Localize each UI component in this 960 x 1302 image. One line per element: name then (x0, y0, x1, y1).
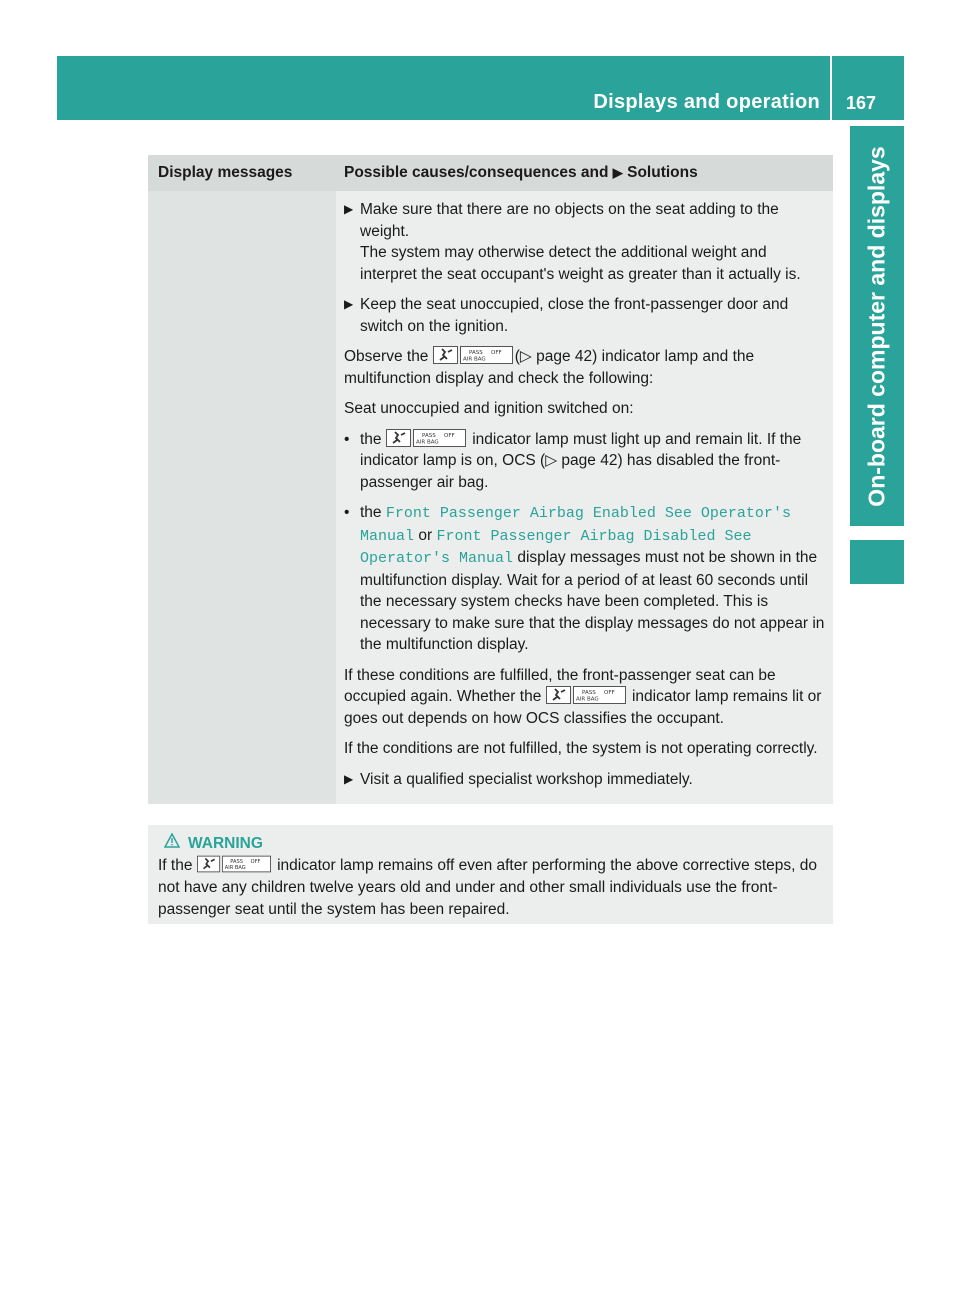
warning-text-start: If the (158, 857, 193, 874)
svg-text:PASS: PASS (468, 350, 483, 356)
observe-paragraph (344, 346, 827, 389)
svg-text:OFF: OFF (490, 350, 502, 356)
svg-text:AIR BAG: AIR BAG (415, 439, 439, 445)
fulfilled-text-start: If these conditions are fulfilled, the front-passenger seat can be occupied again. Whether the (344, 666, 776, 705)
svg-text:PASS: PASS (421, 432, 436, 439)
bullet-or: or (418, 526, 433, 544)
observe-text-end: (▷ page 42) indicator lamp and the multifunction display and check the following: (344, 348, 755, 387)
section-side-tab (850, 126, 904, 526)
triangle-right-icon: ▶ (612, 165, 623, 180)
page-header (57, 56, 904, 120)
page-number: 167 (846, 93, 877, 113)
fulfilled-text-end: indicator lamp remains lit or goes out depends on how OCS classifies the occupant. (344, 688, 822, 727)
triangle-right-icon: ▶ (344, 202, 354, 216)
step-note: The system may otherwise detect the additional weight and interpret the seat occupant's weight as greater than it actually is. (360, 244, 801, 283)
bullet-text-start: the (360, 430, 382, 448)
column-header-causes: Possible causes/consequences and (344, 164, 609, 181)
bullet-text-end: display messages must not be shown in the multifunction display. Wait for a period of at least 60 seconds until the necessary system checks have been completed. This is necessary to make sure that the display messages do not appear in the multifunction display. (360, 549, 825, 653)
chapter-title: Displays and operation (593, 91, 820, 113)
step-text: Keep the seat unoccupied, close the front-passenger door and switch on the ignition. (360, 296, 789, 335)
display-message-cell (148, 191, 336, 804)
svg-text:PASS: PASS (230, 859, 243, 866)
passenger-airbag-off-indicator-icon (546, 686, 626, 704)
not-fulfilled-paragraph: If the conditions are not fulfilled, the system is not operating correctly. (344, 740, 818, 757)
observe-text-start: Observe the (344, 348, 429, 365)
column-header-display-messages: Display messages (158, 164, 293, 181)
list-item (344, 429, 827, 494)
step-item (344, 769, 827, 791)
svg-text:AIR BAG: AIR BAG (575, 696, 599, 703)
warning-box (148, 825, 833, 924)
column-header-causes-solutions (336, 164, 698, 182)
step-text: Make sure that there are no objects on the seat adding to the weight. (360, 201, 779, 240)
triangle-right-icon: ▶ (344, 771, 354, 786)
section-tab-label: On-board computer and displays (863, 145, 890, 507)
bullet-marker: • (344, 430, 350, 448)
table-body-row (148, 191, 833, 804)
svg-text:PASS: PASS (581, 690, 596, 696)
seat-unoccupied-label: Seat unoccupied and ignition switched on: (344, 400, 634, 417)
warning-text (158, 855, 825, 921)
fulfilled-paragraph (344, 665, 827, 730)
bullet-text-start: the (360, 504, 382, 521)
causes-solutions-cell (336, 191, 833, 804)
warning-heading (158, 833, 825, 855)
step-item (344, 199, 827, 285)
passenger-airbag-off-indicator-icon (433, 346, 513, 364)
step-text: Visit a qualified specialist workshop immediately. (360, 770, 693, 788)
column-header-solutions: Solutions (627, 164, 698, 181)
svg-text:OFF: OFF (603, 690, 615, 696)
warning-label: WARNING (188, 835, 263, 852)
svg-text:OFF: OFF (250, 859, 261, 866)
table-header-row (148, 155, 833, 191)
list-item (344, 502, 827, 656)
bullet-text-end: indicator lamp must light up and remain lit. If the indicator lamp is on, OCS (▷ page 42) has disabled the front-passenger air bag. (360, 430, 802, 491)
side-marker (850, 540, 904, 584)
display-message-disabled: Front Passenger Airbag Disabled See Operator's Manual (360, 527, 752, 567)
step-item (344, 294, 827, 337)
display-messages-table (148, 155, 833, 804)
passenger-airbag-off-indicator-icon (197, 855, 271, 873)
bullet-marker: • (344, 504, 350, 521)
warning-triangle-icon (164, 833, 180, 855)
triangle-right-icon: ▶ (344, 297, 354, 311)
display-message-enabled: Front Passenger Airbag Enabled See Operator's Manual (360, 505, 791, 545)
svg-text:AIR BAG: AIR BAG (462, 356, 486, 363)
passenger-airbag-off-indicator-icon (386, 429, 466, 447)
svg-text:OFF: OFF (443, 432, 455, 439)
svg-text:AIR BAG: AIR BAG (224, 865, 246, 872)
warning-text-end: indicator lamp remains off even after performing the above corrective steps, do not have any children twelve years old and under and other small individuals use the front-passenger seat until the system has been repaired. (158, 857, 817, 918)
